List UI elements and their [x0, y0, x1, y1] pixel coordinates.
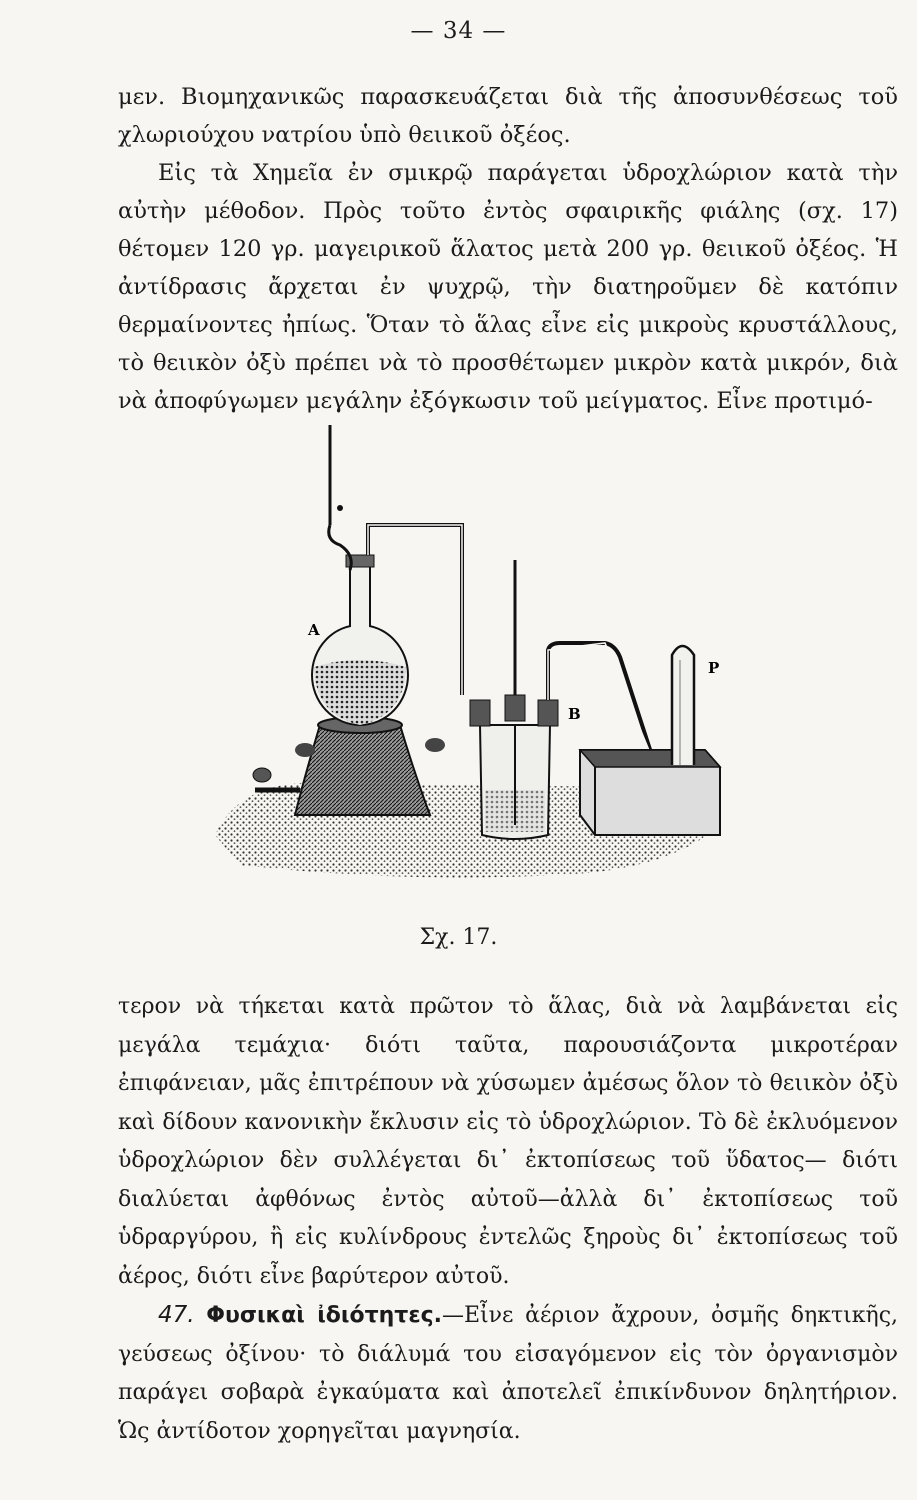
apparatus-illustration — [200, 395, 730, 915]
flask-liquid — [314, 660, 406, 725]
figure-caption: Σχ. 17. — [419, 925, 498, 950]
furnace — [295, 725, 430, 815]
label-b: B — [568, 705, 581, 723]
section-text: —Εἶνε ἀέριον ἄχρουν, ὀσμῆς δηκτικῆς, γεύσεως ὀξίνου· τὸ διάλυμά του εἰσαγόμενον εἰς τὸν ὀργανισμὸν παράγει σοβαρὰ ἐγκαύματα καὶ ἀποτελεῖ ἐπικίνδυνον δηλητήριον. Ὡς ἀντίδοτον χορηγεῖται μαγνησία. — [118, 1303, 899, 1444]
page-number: — 34 — — [410, 18, 507, 44]
label-p: P — [708, 659, 720, 677]
section-47 — [118, 1296, 898, 1451]
bottom-text — [118, 988, 898, 1451]
paragraph-2: Εἰς τὰ Χημεῖα ἐν σμικρῷ παράγεται ὑδροχλώριον κατὰ τὴν αὐτὴν μέθοδον. Πρὸς τοῦτο ἐντὸς σφαιρικῆς φιάλης (σχ. 17) θέτομεν 120 γρ. μαγειρικοῦ ἅλατος μετὰ 200 γρ. θειικοῦ ὀξέος. Ἡ ἀντίδρασις ἄρχεται ἐν ψυχρῷ, τὴν διατηροῦμεν δὲ κατόπιν θερμαίνοντες ἠπίως. Ὅταν τὸ ἅλας εἶνε εἰς μικροὺς κρυστάλλους, τὸ θειικὸν ὀξὺ πρέπει νὰ τὸ προσθέτωμεν μικρὸν κατὰ μικρόν, διὰ νὰ ἀποφύγωμεν μεγάλην ἐξόγκωσιν τοῦ μείγματος. Εἶνε προτιμό- — [118, 160, 898, 414]
section-number: 47. — [158, 1302, 195, 1328]
top-text — [118, 78, 898, 420]
collecting-cylinder — [672, 646, 694, 765]
paragraph-3: τερον νὰ τήκεται κατὰ πρῶτον τὸ ἅλας, διὰ νὰ λαμβάνεται εἰς μεγάλα τεμάχια· διότι ταῦτα, παρουσιάζοντα μικροτέραν ἐπιφάνειαν, μᾶς ἐπιτρέπουν νὰ χύσωμεν ἀμέσως ὅλον τὸ θειικὸν ὀξὺ καὶ δίδουν κανονικὴν ἔκλυσιν εἰς τὸ ὑδροχλώριον. Τὸ δὲ ἐκλυόμενον ὑδροχλώριον δὲν συλλέγεται δι᾽ ἐκτοπίσεως τοῦ ὕδατος— διότι διαλύεται ἀφθόνως ἐντὸς αὐτοῦ—ἀλλὰ δι᾽ ἐκτοπίσεως τοῦ ὑδραργύρου, ἢ εἰς κυλίνδρους ἐντελῶς ξηροὺς δι᾽ ἐκτοπίσεως τοῦ ἀέρος, διότι εἶνε βαρύτερον αὐτοῦ. — [118, 994, 898, 1289]
paragraph-1: μεν. Βιομηχανικῶς παρασκευάζεται διὰ τῆς ἀποσυνθέσεως τοῦ χλωριούχου νατρίου ὑπὸ θειικοῦ ὀξέος. — [118, 84, 898, 148]
apparatus-figure — [200, 395, 730, 915]
section-title: Φυσικαὶ ἰδιότητες. — [206, 1303, 442, 1328]
label-a: A — [308, 621, 320, 639]
